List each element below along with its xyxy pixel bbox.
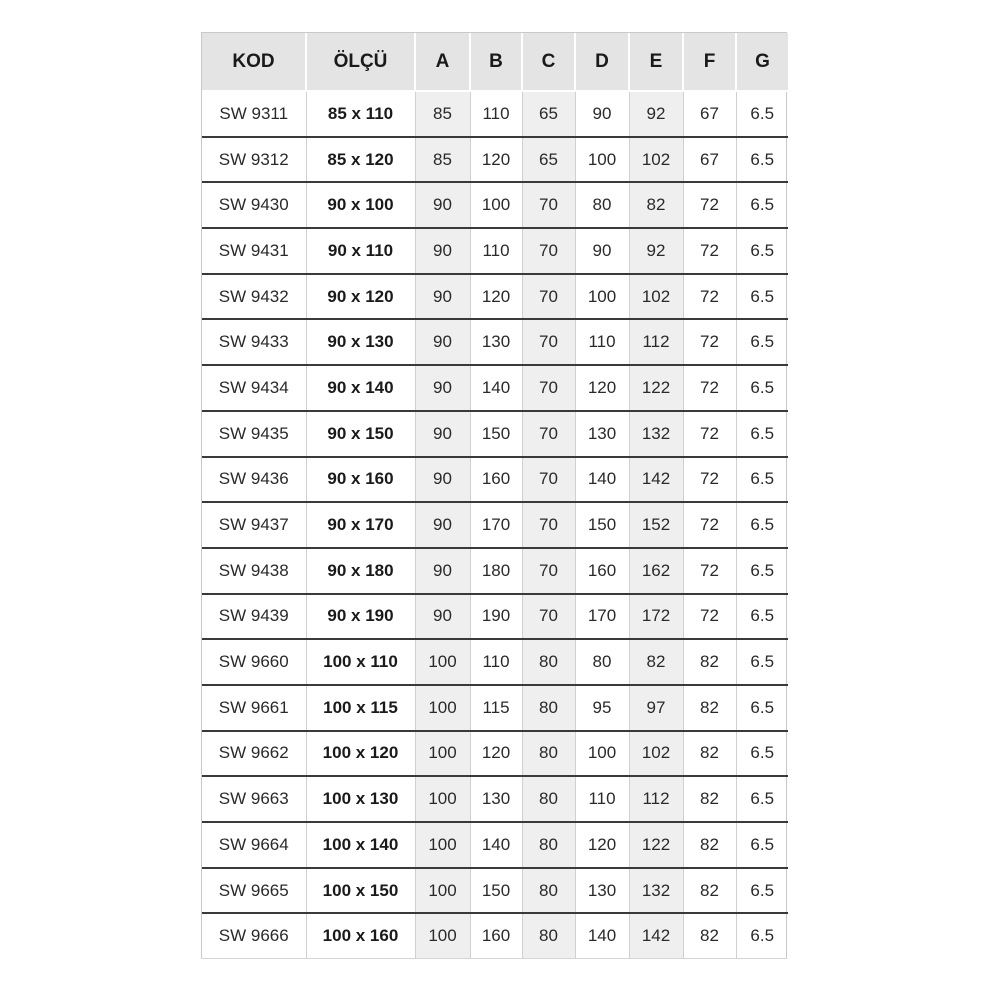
cell-kod: SW 9438 <box>202 548 306 594</box>
cell-kod: SW 9661 <box>202 685 306 731</box>
cell-c: 70 <box>522 548 575 594</box>
table-row <box>202 548 788 594</box>
cell-c: 70 <box>522 274 575 320</box>
table-row <box>202 137 788 183</box>
header-e: E <box>629 33 683 91</box>
cell-e: 92 <box>629 228 683 274</box>
cell-b: 115 <box>470 685 522 731</box>
cell-e: 92 <box>629 91 683 137</box>
cell-kod: SW 9666 <box>218 926 289 946</box>
cell-kod: SW 9434 <box>202 365 306 411</box>
cell-b: 110 <box>470 91 522 137</box>
cell-olcu: 100 x 110 <box>306 639 415 685</box>
table-row <box>202 411 788 457</box>
cell-olcu: 85 x 110 <box>306 91 415 137</box>
table-row <box>202 731 788 777</box>
cell-kod: SW 9432 <box>202 274 306 320</box>
cell-olcu: 100 x 115 <box>306 685 415 731</box>
cell-e: 102 <box>629 137 683 183</box>
cell-e: 102 <box>629 274 683 320</box>
cell-kod: SW 9437 <box>202 502 306 548</box>
cell-d: 160 <box>575 548 629 594</box>
table-row <box>202 685 788 731</box>
cell-e: 112 <box>629 319 683 365</box>
cell-g: 6.5 <box>736 548 788 594</box>
cell-a: 90 <box>415 457 470 503</box>
cell-c: 80 <box>522 868 575 914</box>
cell-kod: SW 9312 <box>202 137 306 183</box>
cell-c: 80 <box>522 822 575 868</box>
cell-kod: SW 9431 <box>202 228 306 274</box>
cell-f: 82 <box>683 776 736 822</box>
cell-f: 72 <box>683 182 736 228</box>
cell-c: 80 <box>522 685 575 731</box>
cell-f: 72 <box>683 594 736 640</box>
cell-c: 70 <box>522 365 575 411</box>
cell-olcu: 100 x 130 <box>306 776 415 822</box>
cell-a: 100 <box>415 685 470 731</box>
cell-a: 100 <box>415 776 470 822</box>
cell-g: 6.5 <box>736 639 788 685</box>
cell-g: 6.5 <box>736 365 788 411</box>
cell-g: 6.5 <box>736 868 788 914</box>
cell-g: 6.5 <box>736 776 788 822</box>
cell-f: 72 <box>683 274 736 320</box>
cell-kod: SW 9435 <box>202 411 306 457</box>
table-row <box>202 228 788 274</box>
cell-kod: SW 9664 <box>202 822 306 868</box>
cell-c: 70 <box>522 457 575 503</box>
cell-e: 97 <box>629 685 683 731</box>
cell-a: 100 <box>415 822 470 868</box>
cell-c: 70 <box>522 594 575 640</box>
table-row <box>202 457 788 503</box>
cell-a: 90 <box>415 502 470 548</box>
cell-olcu: 90 x 180 <box>306 548 415 594</box>
header-g: G <box>736 33 788 91</box>
cell-olcu: 100 x 150 <box>306 868 415 914</box>
cell-a: 90 <box>415 228 470 274</box>
cell-f: 82 <box>683 639 736 685</box>
cell-olcu: 90 x 190 <box>306 594 415 640</box>
header-olcu: ÖLÇÜ <box>306 33 415 91</box>
header-c: C <box>522 33 575 91</box>
cell-a: 100 <box>415 868 470 914</box>
cell-c: 80 <box>522 913 575 958</box>
cell-g: 6.5 <box>736 731 788 777</box>
cell-kod: SW 9436 <box>202 457 306 503</box>
cell-d: 130 <box>575 411 629 457</box>
cell-e: 132 <box>629 868 683 914</box>
cell-b: 170 <box>470 502 522 548</box>
cell-d: 150 <box>575 502 629 548</box>
cell-d: 130 <box>575 868 629 914</box>
cell-d: 110 <box>575 776 629 822</box>
header-d: D <box>575 33 629 91</box>
cell-a: 90 <box>415 365 470 411</box>
header-f: F <box>683 33 736 91</box>
cell-e: 82 <box>629 639 683 685</box>
cell-e: 142 <box>629 913 683 958</box>
table-row <box>202 822 788 868</box>
cell-e: 102 <box>629 731 683 777</box>
table-row <box>202 594 788 640</box>
cell-f: 72 <box>683 502 736 548</box>
table-header-row <box>202 33 788 91</box>
cell-a: 90 <box>415 319 470 365</box>
cell-f: 72 <box>683 411 736 457</box>
cell-f: 82 <box>683 868 736 914</box>
cell-g: 6.5 <box>736 822 788 868</box>
cell-b: 180 <box>470 548 522 594</box>
cell-kod: SW 9430 <box>202 182 306 228</box>
cell-b: 140 <box>470 822 522 868</box>
cell-b: 110 <box>470 639 522 685</box>
cell-d: 80 <box>575 182 629 228</box>
cell-d: 110 <box>575 319 629 365</box>
cell-d: 100 <box>575 274 629 320</box>
cell-b: 120 <box>470 137 522 183</box>
cell-e: 122 <box>629 822 683 868</box>
cell-c: 70 <box>522 319 575 365</box>
cell-b: 100 <box>470 182 522 228</box>
cell-d: 95 <box>575 685 629 731</box>
cell-c: 80 <box>522 639 575 685</box>
cell-f: 82 <box>683 685 736 731</box>
cell-b: 130 <box>470 776 522 822</box>
header-kod: KOD <box>202 33 306 91</box>
cell-olcu: 100 x 120 <box>306 731 415 777</box>
cell-f: 82 <box>683 822 736 868</box>
cell-olcu: 100 x 160 <box>306 913 415 958</box>
cell-olcu: 90 x 160 <box>306 457 415 503</box>
cell-g: 6.5 <box>736 594 788 640</box>
cell-b: 110 <box>470 228 522 274</box>
cell-g: 6.5 <box>736 91 788 137</box>
cell-a: 85 <box>415 91 470 137</box>
cell-kod: SW 9311 <box>202 91 306 137</box>
cell-olcu: 90 x 120 <box>306 274 415 320</box>
cell-g: 6.5 <box>736 137 788 183</box>
cell-b: 130 <box>470 319 522 365</box>
header-b: B <box>470 33 522 91</box>
table-row <box>202 91 788 137</box>
cell-d: 140 <box>575 457 629 503</box>
cell-a: 100 <box>415 731 470 777</box>
cell-f: 72 <box>683 228 736 274</box>
cell-g: 6.5 <box>736 228 788 274</box>
cell-e: 152 <box>629 502 683 548</box>
cell-olcu: 90 x 130 <box>306 319 415 365</box>
cell-a: 100 <box>415 639 470 685</box>
cell-f: 67 <box>683 91 736 137</box>
cell-kod: SW 9663 <box>202 776 306 822</box>
cell-olcu: 90 x 150 <box>306 411 415 457</box>
cell-g: 6.5 <box>736 182 788 228</box>
cell-e: 112 <box>629 776 683 822</box>
table-row <box>202 639 788 685</box>
cell-a: 90 <box>415 274 470 320</box>
cell-g: 6.5 <box>736 685 788 731</box>
cell-kod: SW 9439 <box>202 594 306 640</box>
cell-e: 172 <box>629 594 683 640</box>
cell-olcu: 90 x 100 <box>306 182 415 228</box>
cell-c: 70 <box>522 182 575 228</box>
cell-c: 70 <box>522 228 575 274</box>
header-a: A <box>415 33 470 91</box>
cell-e: 132 <box>629 411 683 457</box>
dimensions-table <box>202 33 788 958</box>
cell-olcu: 85 x 120 <box>306 137 415 183</box>
cell-d: 80 <box>575 639 629 685</box>
cell-e: 162 <box>629 548 683 594</box>
cell-d: 170 <box>575 594 629 640</box>
cell-c: 65 <box>522 137 575 183</box>
cell-olcu: 90 x 110 <box>306 228 415 274</box>
cell-c: 80 <box>522 776 575 822</box>
cell-b: 190 <box>470 594 522 640</box>
cell-d: 120 <box>575 365 629 411</box>
table-row <box>202 274 788 320</box>
cell-b: 150 <box>470 868 522 914</box>
table-row <box>202 868 788 914</box>
cell-a: 90 <box>415 548 470 594</box>
cell-b: 160 <box>470 457 522 503</box>
cell-kod: SW 9665 <box>202 868 306 914</box>
cell-c: 70 <box>522 502 575 548</box>
cell-b: 120 <box>470 731 522 777</box>
cell-g: 6.5 <box>736 411 788 457</box>
cell-c: 65 <box>522 91 575 137</box>
cell-f: 67 <box>683 137 736 183</box>
cell-a: 90 <box>415 594 470 640</box>
cell-g: 6.5 <box>736 457 788 503</box>
cell-kod: SW 9660 <box>202 639 306 685</box>
cell-d: 90 <box>575 91 629 137</box>
cell-e: 122 <box>629 365 683 411</box>
cell-d: 140 <box>575 913 629 958</box>
cell-olcu: 100 x 140 <box>306 822 415 868</box>
table-row <box>202 502 788 548</box>
cell-b: 150 <box>470 411 522 457</box>
cell-f: 82 <box>683 731 736 777</box>
cell-g: 6.5 <box>736 319 788 365</box>
cell-f: 72 <box>683 365 736 411</box>
cell-b: 160 <box>470 913 522 958</box>
cell-olcu: 90 x 170 <box>306 502 415 548</box>
table-row <box>202 776 788 822</box>
cell-f: 72 <box>683 319 736 365</box>
cell-f: 82 <box>683 913 736 958</box>
table-row <box>202 365 788 411</box>
cell-b: 120 <box>470 274 522 320</box>
dimensions-table-container <box>201 32 787 959</box>
cell-a: 85 <box>415 137 470 183</box>
cell-g: 6.5 <box>736 502 788 548</box>
cell-d: 120 <box>575 822 629 868</box>
cell-a: 90 <box>415 182 470 228</box>
cell-f: 72 <box>683 457 736 503</box>
table-row <box>202 319 788 365</box>
cell-e: 82 <box>629 182 683 228</box>
cell-d: 100 <box>575 137 629 183</box>
table-body <box>202 91 788 958</box>
cell-kod: SW 9433 <box>202 319 306 365</box>
cell-f: 72 <box>683 548 736 594</box>
cell-olcu: 90 x 140 <box>306 365 415 411</box>
cell-d: 90 <box>575 228 629 274</box>
cell-a: 90 <box>415 411 470 457</box>
cell-b: 140 <box>470 365 522 411</box>
cell-c: 80 <box>522 731 575 777</box>
table-row <box>202 913 788 958</box>
cell-kod: SW 9662 <box>202 731 306 777</box>
cell-d: 100 <box>575 731 629 777</box>
cell-e: 142 <box>629 457 683 503</box>
cell-g: 6.5 <box>736 913 788 958</box>
cell-c: 70 <box>522 411 575 457</box>
table-row <box>202 182 788 228</box>
cell-g: 6.5 <box>736 274 788 320</box>
cell-a: 100 <box>415 913 470 958</box>
